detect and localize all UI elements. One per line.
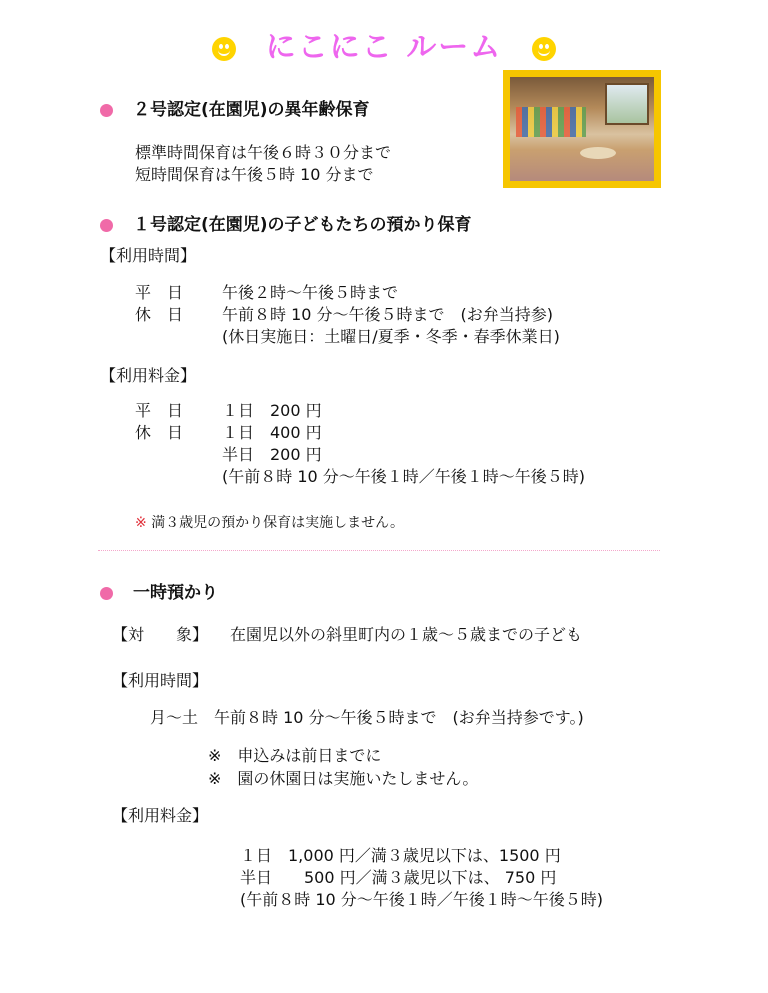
hours-text: 月～土 午前８時 10 分～午後５時まで (お弁当持参です。): [150, 708, 584, 727]
smiley-icon: [212, 37, 236, 61]
fee-holiday-label: 休 日: [135, 423, 184, 442]
fee-holiday-full: １日 400 円: [222, 423, 322, 442]
fee-label: 【利用料金】: [100, 366, 197, 385]
page-title: にこにこ ルーム: [265, 30, 503, 65]
target-label: 【対 象】: [112, 625, 209, 644]
fee-note: (午前８時 10 分～午後１時／午後１時～午後５時): [222, 467, 586, 486]
fee-weekday-label: 平 日: [135, 401, 184, 420]
holiday-hours: 午前８時 10 分～午後５時まで (お弁当持参): [222, 305, 554, 324]
room-photo-image: [510, 77, 654, 181]
section2-heading: １号認定(在園児)の子どもたちの預かり保育: [133, 215, 472, 235]
room-photo: [503, 70, 661, 188]
remark-mark: ※: [135, 515, 147, 531]
fee-line: １日 1,000 円／満３歳児以下は、1500 円: [240, 846, 561, 865]
section-divider: [98, 550, 660, 551]
weekday-label: 平 日: [135, 283, 184, 302]
bullet-icon: [100, 104, 113, 117]
section1-line: 短時間保育は午後５時 10 分まで: [135, 165, 374, 184]
page-title-row: [0, 22, 768, 66]
remark-row: [135, 512, 404, 534]
fee-label: 【利用料金】: [112, 806, 209, 825]
smiley-icon: [532, 37, 556, 61]
fee-weekday: １日 200 円: [222, 401, 322, 420]
note-item: ※ 申込みは前日までに: [208, 746, 382, 765]
hours-label: 【利用時間】: [112, 671, 209, 690]
fee-line: (午前８時 10 分～午後１時／午後１時～午後５時): [240, 890, 604, 909]
hours-label: 【利用時間】: [100, 246, 197, 265]
section1-heading-row: [100, 95, 370, 120]
bullet-icon: [100, 219, 113, 232]
target-text: 在園児以外の斜里町内の１歳～５歳までの子ども: [230, 625, 583, 644]
holiday-note: (休日実施日：土曜日/夏季・冬季・春季休業日): [222, 327, 560, 346]
holiday-label: 休 日: [135, 305, 184, 324]
note-item: ※ 園の休園日は実施いたしません。: [208, 769, 479, 788]
bullet-icon: [100, 587, 113, 600]
fee-holiday-half: 半日 200 円: [222, 445, 322, 464]
fee-line: 半日 500 円／満３歳児以下は、 750 円: [240, 868, 557, 887]
section3-heading-row: [100, 578, 218, 603]
section2-heading-row: [100, 210, 472, 235]
remark-text: 満３歳児の預かり保育は実施しません。: [151, 515, 405, 531]
section1-line: 標準時間保育は午後６時３０分まで: [135, 143, 392, 162]
section1-heading: ２号認定(在園児)の異年齢保育: [133, 100, 370, 120]
weekday-hours: 午後２時～午後５時まで: [222, 283, 399, 302]
section3-heading: 一時預かり: [133, 583, 218, 603]
